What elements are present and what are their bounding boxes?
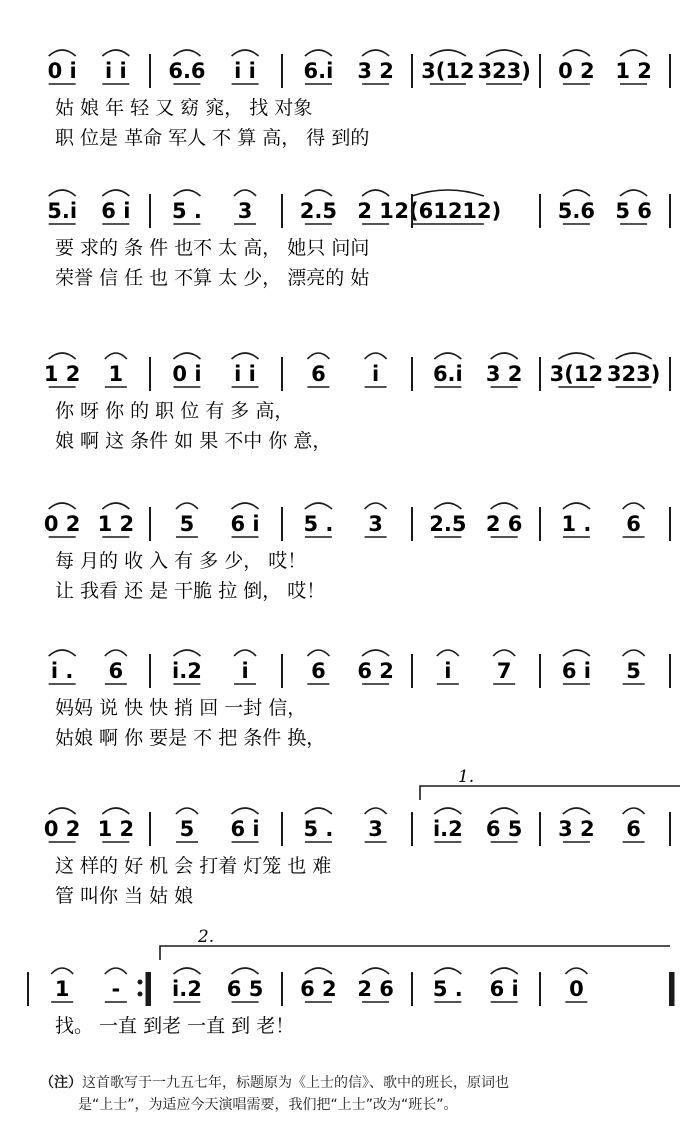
- slur-arc: [49, 50, 76, 56]
- note-group: 5: [626, 659, 641, 683]
- volta-number: 2.: [197, 927, 215, 947]
- slur-arc: [232, 353, 259, 359]
- note-group: i: [241, 659, 249, 683]
- note-group: 5 6: [615, 199, 652, 223]
- slur-arc: [305, 503, 332, 509]
- slur-arc: [563, 650, 590, 656]
- slur-arc: [491, 968, 518, 974]
- note-group: 3 2: [558, 817, 595, 841]
- slur-arc: [563, 808, 590, 814]
- slur-arc: [49, 650, 76, 656]
- note-group: 6 5: [226, 977, 264, 1001]
- slur-arc: [102, 190, 129, 196]
- slur-arc: [434, 503, 461, 509]
- lyric-line-1: 要 求的 条 件 也不 太 高， 她只 问问: [55, 237, 370, 259]
- note-group: 1 .: [561, 512, 592, 536]
- note-group: 0: [569, 977, 584, 1001]
- slur-arc: [365, 353, 387, 359]
- lyric-line-2: 姑娘 啊 你 要是 不 把 条件 换，: [55, 727, 326, 749]
- slur-arc: [616, 353, 652, 359]
- note-group: 6 i: [561, 659, 591, 683]
- note-group: 6: [311, 362, 326, 386]
- note-group: 2 6: [485, 512, 523, 536]
- note-group: 3: [368, 817, 383, 841]
- lyric-line-1: 这 样的 好 机 会 打着 灯笼 也 难: [55, 855, 332, 877]
- note-group: 3(12: [549, 362, 604, 386]
- lyric-line-2: 娘 啊 这 条件 如 果 不中 你 意，: [55, 430, 332, 452]
- slur-arc: [305, 808, 332, 814]
- slur-arc: [437, 650, 459, 656]
- slur-arc: [491, 808, 518, 814]
- footnote-label: （注）: [40, 1075, 82, 1091]
- note-group: 3(12: [421, 59, 475, 83]
- slur-arc: [173, 968, 200, 974]
- slur-arc: [430, 50, 466, 56]
- note-group: 1 2: [43, 362, 81, 386]
- slur-arc: [234, 190, 256, 196]
- note-group: 6 i: [489, 977, 519, 1001]
- note-group: 2.5: [299, 199, 338, 223]
- footnote-line-2: 是“上士”，为适应今天演唱需要，我们把“上士”改为“班长”。: [78, 1097, 458, 1113]
- volta-bracket: [420, 786, 680, 800]
- volta-bracket: [160, 946, 670, 960]
- slur-arc: [173, 190, 200, 196]
- note-group: 323): [606, 362, 661, 386]
- slur-arc: [362, 190, 389, 196]
- slur-arc: [491, 503, 518, 509]
- note-group: 6 i: [230, 512, 260, 536]
- slur-arc: [305, 968, 332, 974]
- note-group: 5 .: [303, 817, 334, 841]
- note-group: 5: [179, 512, 195, 536]
- slur-arc: [173, 650, 200, 656]
- slur-arc: [434, 808, 461, 814]
- slur-arc: [232, 968, 259, 974]
- slur-arc: [105, 353, 127, 359]
- note-group: 3 2: [485, 362, 523, 386]
- slur-arc: [491, 353, 518, 359]
- slur-arc: [232, 808, 259, 814]
- note-group: 5.i: [47, 199, 78, 223]
- slur-arc: [620, 190, 647, 196]
- lyric-line-1: 你 呀 你 的 职 位 有 多 高，: [55, 400, 294, 422]
- slur-arc: [623, 650, 645, 656]
- note-group: -: [111, 977, 121, 1001]
- slur-arc: [51, 968, 73, 974]
- note-group: 6.i: [303, 59, 334, 83]
- lyric-line-1: 找。 一直 到老 一直 到 老！: [55, 1015, 295, 1037]
- lyric-line-2: 管 叫你 当 姑 娘: [55, 885, 194, 907]
- note-group: i i: [104, 59, 127, 83]
- slur-arc: [105, 650, 127, 656]
- note-group: 5.6: [557, 199, 596, 223]
- slur-arc: [305, 50, 332, 56]
- slur-arc: [620, 50, 647, 56]
- note-group: 6 i: [101, 199, 131, 223]
- slur-arc: [365, 503, 387, 509]
- note-group: i.2: [172, 977, 202, 1001]
- note-group: 6 2: [300, 977, 337, 1001]
- note-group: 1: [54, 977, 70, 1001]
- slur-arc: [362, 650, 389, 656]
- slur-arc: [362, 50, 389, 56]
- note-group: 6 2: [357, 659, 394, 683]
- note-group: i: [444, 659, 452, 683]
- slur-arc: [102, 50, 129, 56]
- note-group: i i: [234, 59, 256, 83]
- slur-arc: [486, 50, 522, 56]
- note-group: 2.5: [429, 512, 467, 536]
- lyric-line-1: 每 月的 收 入 有 多 少， 哎！: [55, 550, 307, 572]
- slur-arc: [173, 353, 200, 359]
- slur-arc: [102, 503, 129, 509]
- slur-arc: [623, 503, 645, 509]
- note-group: 0 i: [172, 362, 202, 386]
- note-group: 6: [108, 659, 124, 683]
- slur-arc: [49, 503, 76, 509]
- note-group: 2 1: [357, 199, 394, 223]
- slur-arc: [102, 808, 129, 814]
- note-group: 6: [626, 817, 641, 841]
- note-group: i: [371, 362, 380, 386]
- footnote-line-1: 这首歌写于一九五七年，标题原为《上士的信》、歌中的班长，原词也: [82, 1075, 509, 1091]
- slur-arc: [232, 503, 259, 509]
- slur-arc: [563, 190, 590, 196]
- slur-arc: [305, 190, 332, 196]
- slur-arc: [176, 808, 198, 814]
- note-group: 3: [368, 512, 383, 536]
- note-group: 5 .: [172, 199, 202, 223]
- note-group: 1 2: [97, 817, 135, 841]
- slur-arc: [558, 353, 594, 359]
- slur-arc: [565, 968, 587, 974]
- note-group: i .: [50, 659, 74, 683]
- slur-arc: [365, 808, 387, 814]
- note-group: 0 2: [43, 817, 81, 841]
- lyric-line-2: 让 我看 还 是 干脆 拉 倒， 哎！: [55, 580, 326, 602]
- note-group: 3 2: [357, 59, 394, 83]
- note-group: i.2: [432, 817, 463, 841]
- slur-arc: [623, 808, 645, 814]
- slur-arc: [563, 503, 590, 509]
- note-group: 1: [108, 362, 124, 386]
- note-group: 7: [496, 659, 512, 683]
- slur-arc: [307, 650, 329, 656]
- slur-arc: [234, 650, 256, 656]
- lyric-line-2: 职 位是 革命 军人 不 算 高， 得 到的: [55, 127, 370, 149]
- note-group: i i: [234, 362, 256, 386]
- note-group: 6.i: [432, 362, 463, 386]
- note-group: 0 i: [47, 59, 77, 83]
- note-group: 5: [179, 817, 195, 841]
- note-group: 6 i: [230, 817, 260, 841]
- slur-arc: [49, 353, 76, 359]
- slur-arc: [105, 968, 127, 974]
- note-group: 6: [626, 512, 641, 536]
- slur-arc: [173, 50, 200, 56]
- note-group: 6 5: [485, 817, 523, 841]
- note-group: 2(61212): [394, 199, 502, 223]
- note-group: 1 2: [97, 512, 135, 536]
- lyric-line-1: 姑 娘 年 轻 又 窈 窕， 找 对象: [55, 97, 313, 119]
- slur-arc: [307, 353, 329, 359]
- note-group: 5 .: [303, 512, 334, 536]
- slur-arc: [176, 503, 198, 509]
- note-group: 5 .: [432, 977, 463, 1001]
- slur-arc: [362, 968, 389, 974]
- note-group: 6.6: [168, 59, 206, 83]
- note-group: i.2: [172, 659, 202, 683]
- note-group: 6: [311, 659, 326, 683]
- note-group: 323): [477, 59, 531, 83]
- slur-arc: [49, 808, 76, 814]
- footnote: [40, 1072, 680, 1116]
- slur-arc: [434, 353, 461, 359]
- slur-arc: [434, 968, 461, 974]
- lyric-line-1: 妈妈 说 快 快 捎 回 一封 信，: [55, 697, 307, 719]
- lyric-line-2: 荣誉 信 任 也 不算 太 少， 漂亮的 姑: [55, 267, 370, 289]
- slur-arc: [232, 50, 259, 56]
- slur-arc: [563, 50, 590, 56]
- repeat-dot: [138, 992, 143, 997]
- volta-number: 1.: [457, 767, 475, 787]
- note-group: 2 6: [357, 977, 394, 1001]
- slur-arc: [493, 650, 515, 656]
- slur-arc: [49, 190, 76, 196]
- slur-arc: [412, 190, 484, 196]
- note-group: 1 2: [615, 59, 652, 83]
- repeat-dot: [138, 980, 143, 985]
- note-group: 3: [237, 199, 253, 223]
- note-group: 0 2: [43, 512, 81, 536]
- note-group: 0 2: [558, 59, 595, 83]
